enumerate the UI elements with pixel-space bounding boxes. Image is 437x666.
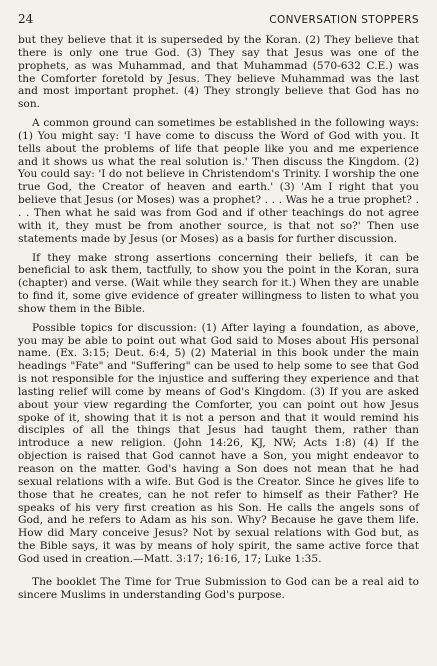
body-text — [18, 34, 419, 601]
paragraph: but they believe that it is superseded by the Koran. (2) They believe that there is only one true God. (3) They say that Jesus was one of the prophets, as was Muhammad, and that Muhammad (570-632 C.E.) was the Comforter foretold by Jesus. They believe Muhammad was the last and most important prophet. (4) They strongly believe that God has no son. — [18, 34, 419, 111]
paragraph: The booklet The Time for True Submission to God can be a real aid to sincere Muslims in understanding God's purpose. — [18, 575, 419, 601]
paragraph: A common ground can sometimes be established in the following ways: (1) You might say: 'I have come to discuss the Word of God with you. It tells about the problems of life that people like you and me experience and it shows us what the real solution is.' Then discuss the Kingdom. (2) You could say: 'I do not believe in Christendom's Trinity. I worship the one true God, the Creator of heaven and earth.' (3) 'Am I right that you believe that Jesus (or Moses) was a prophet? . . . Was he a true prophet? . . . Then what he said was from God and if other teachings do not agree with it, they must be from another source, is that not so?' Then use statements made by Jesus (or Moses) as a basis for further discussion. — [18, 117, 419, 245]
paragraph: Possible topics for discussion: (1) After laying a foundation, as above, you may be able to point out what God said to Moses about His personal name. (Ex. 3:15; Deut. 6:4, 5) (2) Material in this book under the main headings "Fate" and "Suffering" can be used to help some to see that God is not responsible for the injustice and suffering they experience and that lasting relief will come by means of God's Kingdom. (3) If you are asked about your view regarding the Comforter, you can point out how Jesus spoke of it, showing that it is not a person and that it would remind his disciples of all the things that Jesus had taught them, rather than introduce a new religion. (John 14:26, KJ, NW; Acts 1:8) (4) If the objection is raised that God cannot have a Son, you might endeavor to reason on the matter. God's having a Son does not mean that he had sexual relations with a wife. But God is the Creator. Since he gives life to those that he creates, can he not refer to himself as their Father? He speaks of his very first creation as his Son. He calls the angels sons of God, and he refers to Adam as his son. Why? Because he gave them life. How did Mary conceive Jesus? Not by sexual relations with God but, as the Bible says, it was by means of holy spirit, the same active force that God used in creation.—Matt. 3:17; 16:16, 17; Luke 1:35. — [18, 321, 419, 565]
page-number: 24 — [18, 12, 34, 26]
running-head: CONVERSATION STOPPERS — [269, 14, 419, 26]
page-header — [18, 12, 419, 34]
paragraph: If they make strong assertions concerning their beliefs, it can be beneficial to ask them, tactfully, to show you the point in the Koran, sura (chapter) and verse. (Wait while they search for it.) When they are unable to find it, some give evidence of greater willingness to listen to what you show them in the Bible. — [18, 251, 419, 315]
